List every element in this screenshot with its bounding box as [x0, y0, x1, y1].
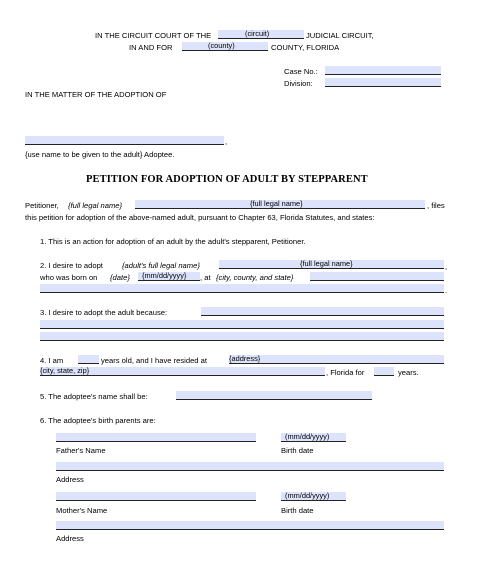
born-on-label: who was born on [40, 273, 98, 282]
adult-name-placeholder: {full legal name} [300, 259, 353, 268]
case-no-field[interactable] [325, 66, 441, 75]
age-field[interactable] [78, 355, 99, 364]
item-3-text: 3. I desire to adopt the adult because: [40, 308, 168, 317]
father-birth-date-label: Birth date [281, 446, 314, 455]
city-state-zip-placeholder: {city, state, zip} [40, 366, 90, 375]
circuit-field[interactable] [218, 30, 304, 39]
at-label: , at [200, 273, 211, 282]
county-suffix: COUNTY, FLORIDA [271, 43, 340, 52]
reason-field-line-1[interactable] [201, 307, 444, 316]
mother-name-label: Mother's Name [56, 506, 108, 515]
matter-label: IN THE MATTER OF THE ADOPTION OF [25, 90, 167, 99]
adoptee-name-field[interactable] [25, 136, 224, 145]
petitioner-name-placeholder: {full legal name} [250, 199, 303, 208]
mother-birth-date-field[interactable] [281, 492, 346, 501]
birth-date-placeholder: {mm/dd/yyyy} [142, 271, 187, 280]
court-prefix: IN THE CIRCUIT COURT OF THE [95, 31, 212, 40]
reason-field-line-2[interactable] [40, 320, 444, 329]
county-placeholder: (county) [208, 41, 235, 50]
county-prefix: IN AND FOR [129, 43, 173, 52]
item-2-comma: , [445, 262, 448, 271]
years-old-label: years old, and I have resided at [101, 356, 207, 365]
petitioner-label: Petitioner, [25, 201, 59, 210]
circuit-placeholder: (circuit) [245, 29, 270, 38]
page-title: PETITION FOR ADOPTION OF ADULT BY STEPPARENT [86, 174, 368, 185]
new-name-field[interactable] [176, 391, 372, 400]
petitioner-name-field[interactable] [135, 200, 425, 209]
item-1-text: 1. This is an action for adoption of an adult by the adult's stepparent, Petitioner. [40, 237, 306, 246]
city-state-zip-field[interactable] [40, 367, 325, 376]
intro-line-2: this petition for adoption of the above-named adult, pursuant to Chapter 63, Florida Statutes, and states: [25, 213, 375, 222]
mother-birth-date-placeholder: (mm/dd/yyyy) [285, 491, 330, 500]
adoptee-comma: , [225, 137, 228, 146]
father-address-label: Address [56, 475, 84, 484]
mother-name-field[interactable] [56, 492, 256, 501]
father-address-field[interactable] [56, 462, 444, 471]
birth-place-hint: {city, county, and state} [216, 273, 294, 282]
reason-field-line-3[interactable] [40, 332, 444, 341]
files-text: , files [427, 201, 445, 210]
item-4-iam: 4. I am [40, 356, 64, 365]
item-2-period: . [445, 286, 448, 295]
mother-address-label: Address [56, 534, 84, 543]
years-label: years. [398, 368, 419, 377]
father-birth-date-placeholder: (mm/dd/yyyy) [285, 432, 330, 441]
born-date-hint: {date} [110, 273, 130, 282]
adoptee-caption: {use name to be given to the adult} Adoptee. [25, 150, 175, 159]
adult-name-field[interactable] [219, 260, 444, 269]
birth-date-field[interactable] [138, 272, 200, 281]
years-resided-field[interactable] [374, 367, 394, 376]
address-field[interactable] [229, 355, 444, 364]
father-name-label: Father's Name [56, 446, 106, 455]
division-label: Division: [284, 79, 313, 88]
mother-address-field[interactable] [56, 521, 444, 530]
birth-place-field-line-2[interactable] [40, 284, 444, 293]
address-placeholder: {address} [229, 354, 261, 363]
petitioner-hint: {full legal name} [68, 201, 123, 210]
court-suffix: JUDICIAL CIRCUIT, [306, 31, 374, 40]
item-6-text: 6. The adoptee's birth parents are: [40, 416, 156, 425]
division-field[interactable] [325, 78, 441, 87]
county-field[interactable] [182, 42, 268, 51]
mother-birth-date-label: Birth date [281, 506, 314, 515]
item-2-hint: {adult's full legal name} [122, 261, 200, 270]
item-2-prefix: 2. I desire to adopt [40, 261, 103, 270]
item-5-text: 5. The adoptee's name shall be: [40, 392, 148, 401]
birth-place-field[interactable] [310, 272, 444, 281]
florida-for-label: , Florida for [326, 368, 365, 377]
case-no-label: Case No.: [284, 67, 318, 76]
father-name-field[interactable] [56, 433, 256, 442]
father-birth-date-field[interactable] [281, 433, 346, 442]
